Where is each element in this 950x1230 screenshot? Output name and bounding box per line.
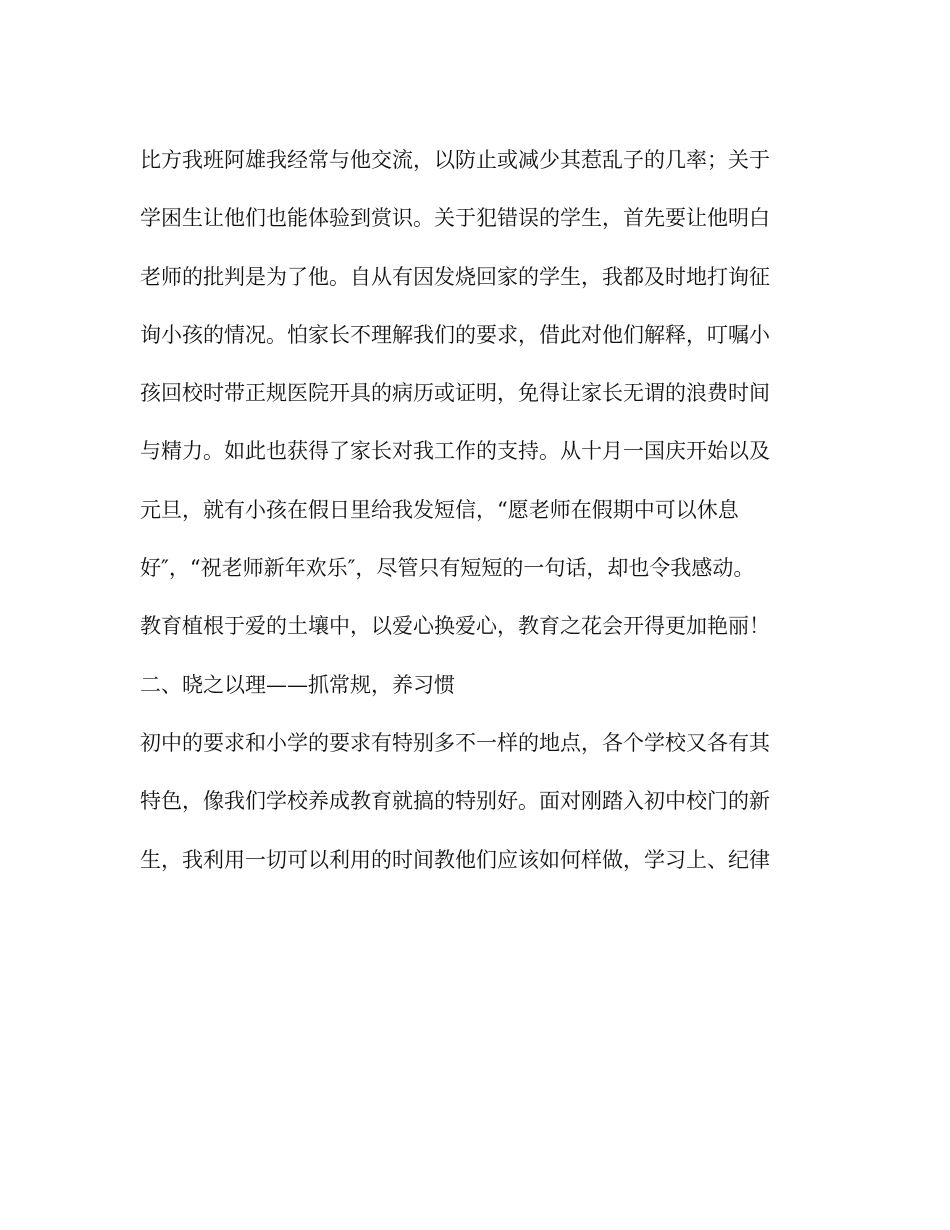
text-line: 好″，“祝老师新年欢乐″，尽管只有短短的一句话，却也令我感动。 (140, 556, 755, 581)
text-line: 初中的要求和小学的要求有特别多不一样的地点，各个学校又各有其 (140, 730, 770, 755)
text-line: 元旦，就有小孩在假日里给我发短信，“愿老师在假期中可以休息 (140, 497, 739, 522)
text-line: 学困生让他们也能体验到赏识。关于犯错误的学生，首先要让他明白 (140, 206, 770, 231)
text-line: 与精力。如此也获得了家长对我工作的支持。从十月一国庆开始以及 (140, 439, 770, 464)
text-line: 老师的批判是为了他。自从有因发烧回家的学生，我都及时地打询征 (140, 264, 770, 289)
text-line: 孩回校时带正规医院开具的病历或证明，免得让家长无谓的浪费时间 (140, 381, 770, 406)
text-line: 询小孩的情况。怕家长不理解我们的要求，借此对他们解释，叮嘱小 (140, 322, 770, 347)
text-line: 教育植根于爱的土壤中，以爱心换爱心，教育之花会开得更加艳丽！ (140, 614, 770, 639)
text-line: 生，我利用一切可以利用的时间教他们应该如何样做，学习上、纪律 (140, 847, 770, 872)
text-line: 特色，像我们学校养成教育就搞的特别好。面对刚踏入初中校门的新 (140, 789, 770, 814)
section-heading: 二、晓之以理——抓常规，养习惯 (140, 672, 455, 697)
text-line: 比方我班阿雄我经常与他交流，以防止或减少其惹乱子的几率；关于 (140, 148, 770, 172)
body-text (140, 137, 800, 895)
